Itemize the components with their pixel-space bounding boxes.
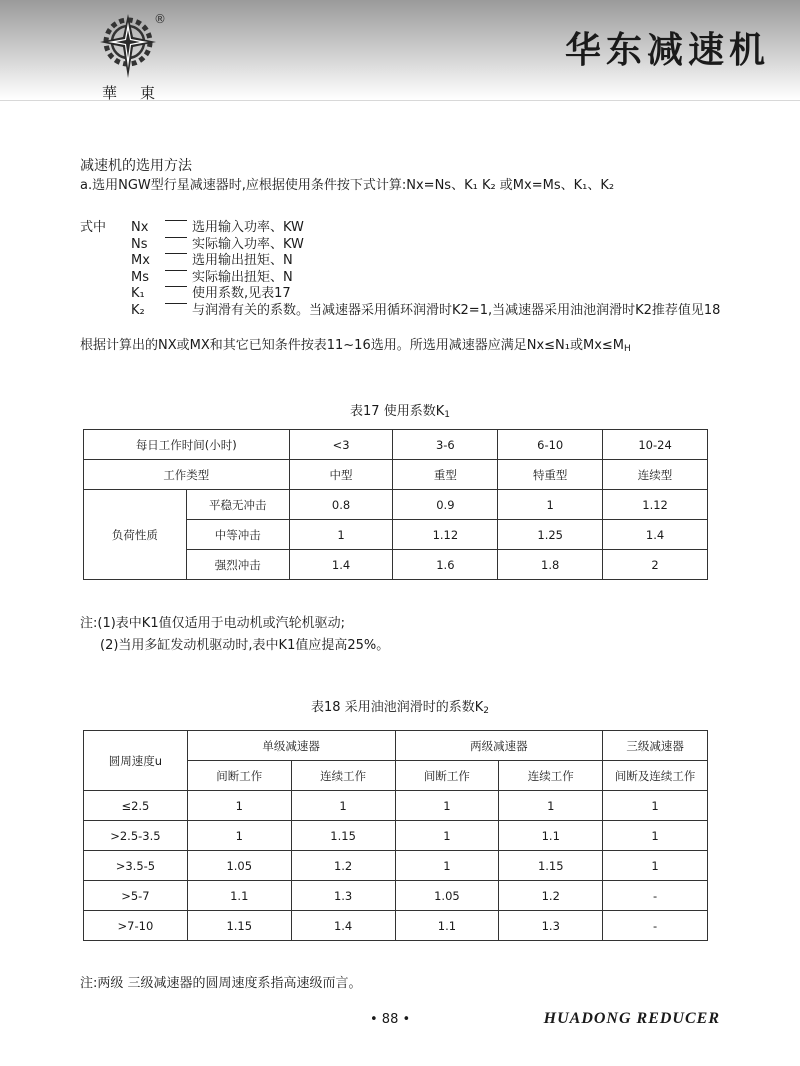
table-cell: 1.4 xyxy=(289,550,393,580)
dash-line xyxy=(165,270,187,271)
table-cell: - xyxy=(603,881,708,911)
definition-row xyxy=(80,237,720,254)
table-cell: >3.5-5 xyxy=(84,851,188,881)
dash-line xyxy=(165,237,187,238)
table-cell: >7-10 xyxy=(84,911,188,941)
table-cell: 连续型 xyxy=(603,460,708,490)
selection-paragraph xyxy=(80,338,631,357)
table-cell: 1.8 xyxy=(498,550,603,580)
table-cell: - xyxy=(603,911,708,941)
table-cell: 1.1 xyxy=(499,821,603,851)
definition-row xyxy=(80,303,720,320)
definition-symbol: K₂ xyxy=(131,302,145,318)
table-cell: 10-24 xyxy=(603,430,708,460)
page-header xyxy=(0,0,800,101)
definition-row xyxy=(80,270,720,287)
table-row xyxy=(84,731,708,761)
registered-mark: ® xyxy=(154,12,166,26)
note17-line2: (2)当用多缸发动机驱动时,表中K1值应提高25%。 xyxy=(100,638,390,653)
table-cell: 1 xyxy=(187,821,291,851)
table-cell: 单级减速器 xyxy=(187,731,395,761)
table18-caption-sub: 2 xyxy=(483,706,489,716)
brand-title: 华东减速机 xyxy=(564,30,770,71)
table-cell: 1.3 xyxy=(499,911,603,941)
definition-symbol: Ns xyxy=(131,236,148,252)
table-cell: 3-6 xyxy=(393,430,498,460)
dash-line xyxy=(165,303,187,304)
table-cell: 连续工作 xyxy=(499,761,603,791)
formula-line: a.选用NGW型行星减速器时,应根据使用条件按下式计算:Nx=Ns、K₁ K₂ 或Mx=Ms、K₁、K₂ xyxy=(80,178,615,193)
definition-desc: 选用输入功率、KW xyxy=(192,220,304,235)
company-logo xyxy=(88,12,188,104)
paragraph-text: 根据计算出的NX或MX和其它已知条件按表11~16选用。所选用减速器应满足Nx≤N₁或Mx≤M xyxy=(80,338,624,353)
table18-caption xyxy=(0,696,800,716)
table-cell: 1 xyxy=(395,851,499,881)
table-cell: 1 xyxy=(603,851,708,881)
table-cell: 平稳无冲击 xyxy=(186,490,289,520)
table-cell: 6-10 xyxy=(498,430,603,460)
logo-char-right: 東 xyxy=(140,84,156,102)
table-cell: 1.12 xyxy=(603,490,708,520)
dash-line xyxy=(165,253,187,254)
table17-caption-sub: 1 xyxy=(444,410,450,420)
definition-desc: 选用输出扭矩、N xyxy=(192,253,293,268)
table-cell: 三级减速器 xyxy=(603,731,708,761)
dash-line xyxy=(165,220,187,221)
table17-caption xyxy=(0,400,800,420)
definition-desc: 使用系数,见表17 xyxy=(192,286,291,301)
table-cell: 重型 xyxy=(393,460,498,490)
table17 xyxy=(83,429,708,580)
definition-desc: 与润滑有关的系数。当减速器采用循环润滑时K2=1,当减速器采用油池润滑时K2推荐值见18 xyxy=(192,302,721,318)
table-cell: 间断及连续工作 xyxy=(603,761,708,791)
table-cell: 1.12 xyxy=(393,520,498,550)
dash-line xyxy=(165,286,187,287)
table-cell: 1 xyxy=(291,791,395,821)
table-row xyxy=(84,821,708,851)
table-cell: 1 xyxy=(499,791,603,821)
table-row xyxy=(84,881,708,911)
table-cell: >5-7 xyxy=(84,881,188,911)
table-cell: 中等冲击 xyxy=(186,520,289,550)
table-cell: 1 xyxy=(395,821,499,851)
table17-caption-text: 表17 使用系数K xyxy=(350,404,445,419)
table-cell: 两级减速器 xyxy=(395,731,603,761)
table-cell: 负荷性质 xyxy=(84,490,187,580)
section-title: 减速机的选用方法 xyxy=(80,158,192,174)
table-cell: 1.4 xyxy=(291,911,395,941)
definitions-list xyxy=(80,220,720,319)
definition-symbol: Ms xyxy=(131,269,149,285)
table-cell: 特重型 xyxy=(498,460,603,490)
table-cell: <3 xyxy=(289,430,393,460)
table-cell: 1 xyxy=(603,821,708,851)
table-cell: 间断工作 xyxy=(187,761,291,791)
table-cell: 1 xyxy=(498,490,603,520)
definition-desc: 实际输出扭矩、N xyxy=(192,269,293,285)
definition-row xyxy=(80,220,720,237)
table18-caption-text: 表18 采用油池润滑时的系数K xyxy=(311,700,484,715)
table-cell: 1.15 xyxy=(291,821,395,851)
definitions-lead: 式中 xyxy=(80,220,107,235)
table-cell: 1.1 xyxy=(187,881,291,911)
note17-line1: 注:(1)表中K1值仅适用于电动机或汽轮机驱动; xyxy=(80,616,345,631)
table-cell: 1.1 xyxy=(395,911,499,941)
table-cell: 1.25 xyxy=(498,520,603,550)
definition-row xyxy=(80,253,720,270)
definition-symbol: Mx xyxy=(131,253,150,268)
table-cell: 强烈冲击 xyxy=(186,550,289,580)
table-cell: 1.2 xyxy=(291,851,395,881)
paragraph-subscript: H xyxy=(624,344,631,354)
table-cell: 圆周速度u xyxy=(84,731,188,791)
table-row xyxy=(84,791,708,821)
table-cell: 1.4 xyxy=(603,520,708,550)
table-row xyxy=(84,430,708,460)
table-row xyxy=(84,911,708,941)
table-cell: 0.9 xyxy=(393,490,498,520)
table-cell: 1 xyxy=(187,791,291,821)
table-cell: 1.2 xyxy=(499,881,603,911)
table-cell: 1.05 xyxy=(187,851,291,881)
table18 xyxy=(83,730,708,941)
definition-symbol: Nx xyxy=(131,220,149,235)
table-row xyxy=(84,851,708,881)
table-cell: 1 xyxy=(289,520,393,550)
footer-brand: HUADONG REDUCER xyxy=(543,1010,720,1027)
table-cell: 2 xyxy=(603,550,708,580)
table-cell: 1.15 xyxy=(499,851,603,881)
definition-row xyxy=(80,286,720,303)
table-cell: 1.3 xyxy=(291,881,395,911)
table-cell: 1 xyxy=(603,791,708,821)
table-cell: 1.15 xyxy=(187,911,291,941)
table-cell: 工作类型 xyxy=(84,460,290,490)
table-cell: 1 xyxy=(395,791,499,821)
table-cell: 间断工作 xyxy=(395,761,499,791)
table-cell: ≤2.5 xyxy=(84,791,188,821)
table-row xyxy=(84,460,708,490)
table-cell: 连续工作 xyxy=(291,761,395,791)
table-cell: 中型 xyxy=(289,460,393,490)
table-cell: 1.05 xyxy=(395,881,499,911)
definition-symbol: K₁ xyxy=(131,286,145,301)
table-cell: 0.8 xyxy=(289,490,393,520)
definition-desc: 实际输入功率、KW xyxy=(192,236,304,252)
table-cell: 1.6 xyxy=(393,550,498,580)
logo-char-left: 華 xyxy=(102,84,118,102)
page-number: • 88 • xyxy=(370,1012,411,1027)
table-row xyxy=(84,490,708,520)
table-cell: 每日工作时间(小时) xyxy=(84,430,290,460)
table-cell: >2.5-3.5 xyxy=(84,821,188,851)
note18: 注:两级 三级减速器的圆周速度系指高速级而言。 xyxy=(80,976,362,991)
